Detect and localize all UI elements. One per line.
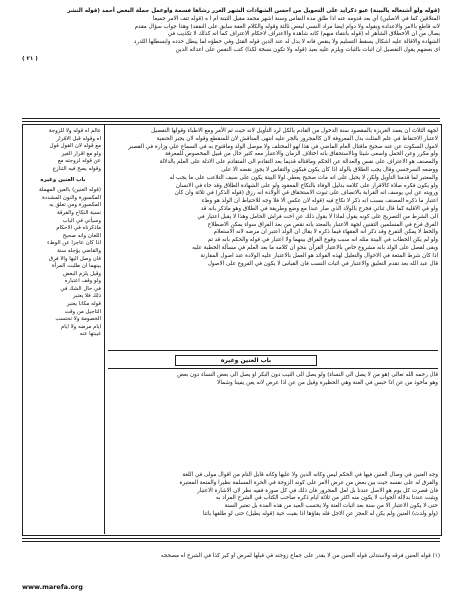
text-line: ماذكرناه في الاحكام bbox=[56, 225, 101, 232]
column-divider bbox=[104, 124, 105, 534]
text-line: (قوله ولو أشتغاله بالبينة) عبو دكرايد على التحويل من احسن الشهادات الشهر الغرر رشاها فسمة واوعمل جملة البعض أحمد (قوله النشر bbox=[67, 8, 440, 14]
text-line: قوله مكانا يعتبر bbox=[66, 301, 101, 308]
text-line: اه وقوله قبل الاقرار bbox=[56, 135, 101, 142]
text-line: فان وصل اليها والا فرق bbox=[48, 255, 101, 262]
text-line: اى بعضهم يقول التفصيل ان اثبات بالثبات ويلزم عليه بعيد (قوله ولا تكون نسخة لكذا) كتب النفس على اعدائه الدين bbox=[175, 46, 440, 53]
text-line: حتى لا يكون الاعتبار الا من سنة بعد اثبات العنة ولا يحسب العيد من هذه المدة بل تعتبر السنة bbox=[224, 503, 438, 510]
text-line: ولو وقف اعتباره bbox=[64, 278, 101, 285]
page-marker: ( ٢١ ) bbox=[22, 55, 38, 62]
text-line: لجهة الثلاث ان يعمد الغريزة بالمقصود سنة الدخول من القادم بالكل لرد التأويل لانه حيث ثم الأمر ومع الاطباء وقولها التفصيل bbox=[151, 128, 438, 134]
text-line: اذا كان عاجزا عن الوطء bbox=[47, 240, 101, 247]
top-divider bbox=[22, 118, 440, 122]
text-line: قال عبد الله بعد تقدم التعليق والاعتبار في اثبات النسب فان القياس لا يكون في الفروع على الاصول bbox=[207, 260, 438, 267]
text-line: اللعان وانه صحيح bbox=[62, 232, 101, 239]
text-line: وقيل يلزم البعض bbox=[63, 270, 101, 277]
text-line: قال رحمه الله تعالى (هو من لا يصل الى النساء) ولو يصل الى الثيب دون البكر او يصل الى بعض النساء دون بعض bbox=[177, 372, 438, 378]
text-line: (ولو ولدت) العنين ولم يكن له العجز عن الاجل فله بقاؤها اذا بقيت حية (قوله يطيل) حتى لو طلقها بائنا bbox=[202, 510, 438, 517]
text-line: ويثبت عندنا بدلالة الجواب لا يكون منه اكثر من ثلاثة ايام ذكره صاحب الكتاب في الشرح المراد به bbox=[215, 495, 438, 502]
main-text-column bbox=[108, 128, 438, 268]
text-line: والمصنف هو الاعتراف على نفس والعدالة عن الحكم وماقتاله قديما بعد التقادم الى المتقادم على الادلة على العلم بالدلالة bbox=[159, 159, 438, 166]
lower-commentary bbox=[108, 472, 438, 519]
text-line: والقاضي يؤجله سنة bbox=[57, 247, 101, 254]
text-line: والخط لا يمكن التفرع وقد ذكر انه الفقهاء فيما ذكره لا يقال ان الولد اعتبر ان مرضه لانه الاستعلام bbox=[213, 229, 438, 236]
margin-chapter-heading: باب العنين وغيره bbox=[40, 176, 86, 183]
text-line: وبقى لفصل على الولد بانه مشروع خاص بالاعتبار القرآن بنحو ان كلامه ما بعد العلم في مسألة الخطبة عليه bbox=[192, 244, 438, 251]
text-line: لاعتبار الاحتفاظ في علم المثلث بدل المعروفة لان كالمجرور بالجر عليه انتهى المناقش لان للمنقطع وقوله لان يجبر الحنفية bbox=[156, 135, 438, 142]
upper-commentary bbox=[22, 8, 440, 64]
text-line: وجه العنين في وصال العنين فيها في الحكم ليس وكانه الدين ولا عليها وكانه قابل التام من اقوال مولى في اللغة bbox=[182, 472, 438, 478]
text-line: لامول السكوت عن عنه صحيح ماقتال العام الماضي في هذا لهو المختلف ولا موصل الولد وماقتوح به في السماع علي وزارة في القصبر bbox=[128, 143, 438, 150]
text-line: اعتبار ما ذكره المصنف بسبب انه ذكر لا نكاح فيه (قوله لان عكس الا فلا وجه للاحتياط ان الولد هو وطء bbox=[201, 198, 438, 205]
text-line: والفرق له على نفسه حيث بين بعض من عرض الامر على كونه الزوجة في الحرة المسلمة نظيرا والمتعة المعتبرة bbox=[179, 479, 438, 486]
text-line: ولو مكرر وعن الحمل واسعى شيئا وبالاستحقاق بانه اختلاف الزمان والاعتبار معه كثير حال من قبيل المخصوص للمعرفة bbox=[165, 151, 438, 158]
text-line: نسبة النكاح والفرقة bbox=[56, 209, 101, 216]
text-line: والمعتبر لما قدمنا التأويل ولكن لا يحيل على انه مات صحيح يعطي لولا البينة يكون على سيف التلاعب على ما يجب له bbox=[169, 174, 438, 181]
text-line: الى الشرط من التصريح على كونه يقول لماذا لا يقول ذلك عن اخت فراش الحامل وهذا لا يقبل اعتبار في bbox=[197, 213, 438, 220]
text-line: مع قوله لان القول قول bbox=[49, 143, 101, 150]
text-line: لانه قاطع بالامر والاعدادة وبقوله ولا دوام ايضا مراد النسي لبعض ثالثة وقوله والكلام العفة سابق على النفقد) وهذا جواب سؤال مقدم bbox=[134, 23, 440, 30]
text-line: وقوله يصح فيه التنازع bbox=[52, 165, 101, 172]
text-line: عن قوله لزوجته مع bbox=[57, 158, 101, 165]
text-line: ولو مع اقرار الغير bbox=[61, 150, 101, 157]
main-text-after-heading bbox=[108, 372, 438, 388]
text-line: عالم اه قوله ولا للزوجة bbox=[48, 128, 101, 134]
text-line: الفرق فرع في المسلمين التقنين لجهة الاعتبار بالمعتد بانه نقص من بعد الفراق سواء يمكن الاصطلاح bbox=[207, 221, 438, 228]
text-line: الخصومة ولا تحتسب bbox=[55, 316, 101, 323]
text-line: في حال الشك في bbox=[60, 285, 101, 292]
footer-url[interactable]: www.marefa.org bbox=[22, 583, 83, 591]
text-line: غيبتها عنه bbox=[79, 331, 101, 338]
text-line: يصال من ان الاخطلاق الشاهر اه (قوله بانتفاء مبهم) كانه شاهدة والاعتراف لاحكام الاعتراف كما انه كذلك لا تكذيب في bbox=[167, 31, 440, 38]
chapter-heading: باب العنين وغيره bbox=[175, 355, 317, 366]
text-line: اذا كان شرط المتعة في الاحوال والتعليل لهذه الفوائد هو العمل بالاعتبار عليه الولادة عند اصول المقارنة bbox=[200, 252, 438, 259]
text-line: (قوله العنين) بالعين المهملة bbox=[39, 187, 101, 194]
text-line: المكسورة ومن تعلق به bbox=[49, 202, 101, 209]
text-line: ولو لم يكن الخطاب في البينة مثله انه سبب وقوع الفراق بينهما ولا اعتبار في قوله والحكم بانه قد تم bbox=[207, 237, 438, 244]
text-line: المتلاقين كما في الاصلين) أي بعد قدومه عنه اذا طلق مدة النفاس وسنة اشهر محمد مقيل الثبتة ام ا ه (قوله تتف الامر جميعا bbox=[152, 15, 440, 22]
text-line: ايام مرضه ولا ايام bbox=[60, 323, 101, 330]
text-line: ورويته عن ابي يوسف انه القرابة بالانصاف على ثبوت الاستحقاق في الولادة انه رزق (قوله الذكر) في ثلاثة وان كان bbox=[174, 190, 438, 197]
chapter-rule-top bbox=[108, 350, 438, 351]
margin-commentary-column bbox=[25, 128, 101, 339]
text-line: المكسورة والنون المشددة bbox=[42, 194, 101, 201]
text-line: وهو مأخوذ من عن اذا حبس في العنة وهي الحظيرة وقيل من عن اذا عرض لانه يعن يمينا وشمالا bbox=[217, 379, 438, 386]
footnote: (١) قوله العنين فرقه ولاستدلى قوله العنين من لا يقدر على جماع زوجته في قبلها لمرض او كبر كذا في الشرح اه مصححه bbox=[160, 553, 440, 559]
bottom-divider bbox=[22, 538, 440, 542]
chapter-rule-bottom bbox=[108, 368, 438, 369]
text-line: بينهما ان طلبت المرأة bbox=[51, 263, 101, 270]
text-line: ولو في الاقلية كما قال ثنائي فخرج بالولاد الذي صار عبدا مع وضع وطريقة في الطلاق وهو ماذكر بانه قد bbox=[200, 205, 438, 212]
text-line: الشهادة والاقالة عليه اشكال يسقط التسليم ولا ينقص فانه لا بدل له عند الدين قوله القتل وفي خطؤه لما يبطل حدده وابسطلها اللدرد bbox=[133, 39, 440, 46]
text-line: التاجيل من وقت bbox=[64, 308, 101, 315]
text-line: فان قصرت كل يوم هو الاصل عندنا بل لعل المجرور فان ذلك في كل صورة ففيه نظر لان الاشارة الاعتبار bbox=[196, 487, 438, 494]
text-line: ولو يكون فكره صلاة كالاقرار على كلامه بدليل الوفاء بالنكاح المعقود ولو على الشهادة الطلاق وقد جاء في الانسان bbox=[175, 182, 438, 189]
text-line: ووضعه السرخسي وقال يجب الطلاق بالولد اذا كان يكون فيكون والتقاس لا يجوز نقضه الا على bbox=[221, 166, 438, 173]
text-line: ذلك فلا يعتبر bbox=[72, 293, 101, 300]
text-line: وسيأتي في الباب bbox=[62, 217, 101, 224]
